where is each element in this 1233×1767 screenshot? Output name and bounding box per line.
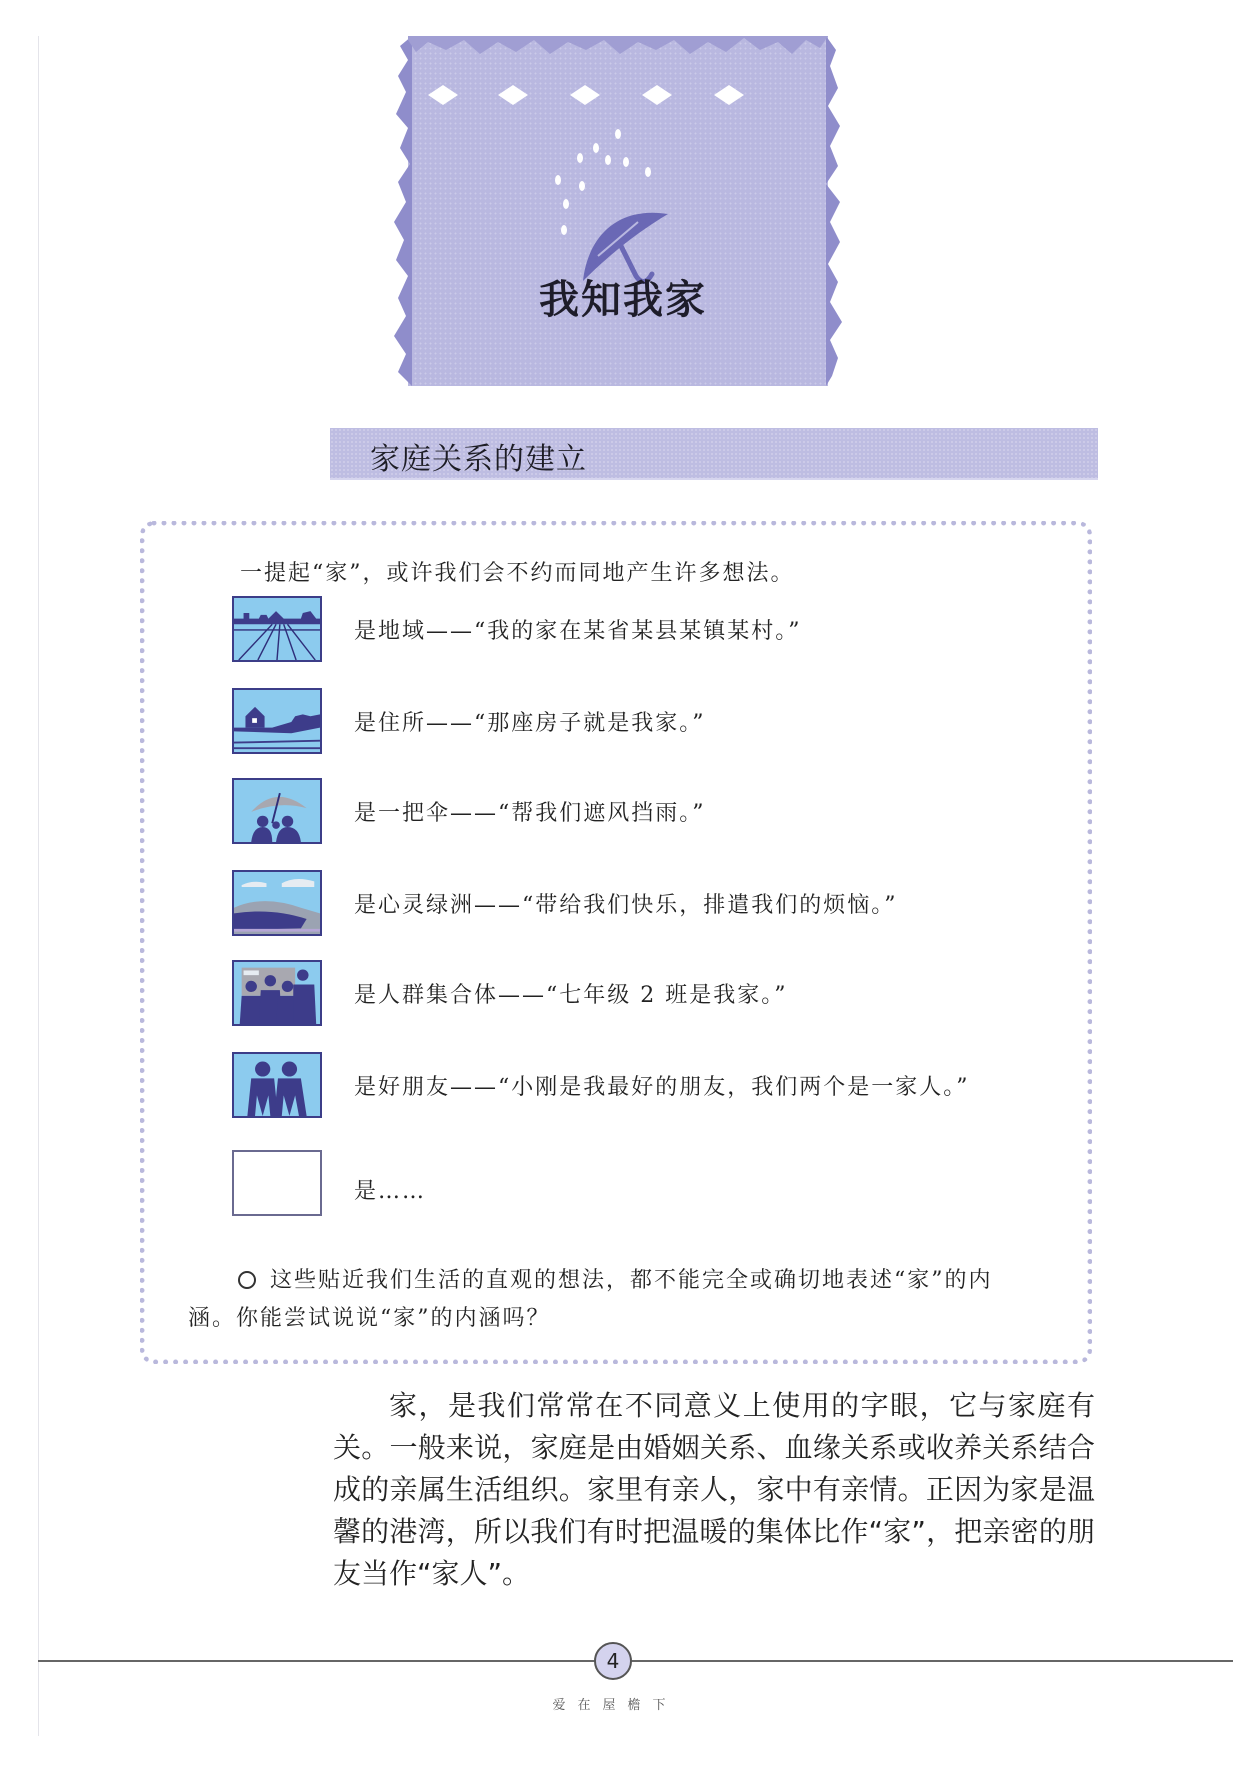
jagged-edge-bottom [408,36,828,56]
chapter-title: 我知我家 [539,276,707,323]
oasis-landscape-icon [232,870,322,936]
item-text: 是…… [354,1179,427,1204]
farmland-icon [232,596,322,662]
umbrella-family-icon [232,778,322,844]
body-paragraph-text: 家，是我们常常在不同意义上使用的字眼，它与家庭有关。一般来说，家庭是由婚姻关系、血缘关系或收养关系结合成的亲属生活组织。家里有亲人，家中有亲情。正因为家是温馨的港湾，所以我们有时把温暖的集体比作“家”，把亲密的朋友当作“家人”。 [333,1389,1095,1590]
list-item [232,1150,1032,1216]
activity-intro: 一提起“家”，或许我们会不约而同地产生许多想法。 [240,561,795,586]
footer-divider [38,1660,1233,1662]
list-item [232,1052,1032,1118]
question-line-1: 这些贴近我们生活的直观的想法，都不能完全或确切地表述“家”的内 [270,1268,993,1293]
jagged-edge-right [826,36,844,386]
list-item [232,596,1032,662]
list-item [232,778,1032,844]
body-paragraph [333,1385,1095,1595]
two-friends-icon [232,1052,322,1118]
item-text: 是地域——“我的家在某省某县某镇某村。” [354,619,802,644]
item-text: 是住所——“那座房子就是我家。” [354,711,706,736]
list-item [232,688,1032,754]
question-line-2: 涵。你能尝试说说“家”的内涵吗？ [188,1306,551,1331]
item-text: 是人群集合体——“七年级 2 班是我家。” [354,983,788,1008]
class-group-icon [232,960,322,1026]
item-text: 是心灵绿洲——“带给我们快乐，排遣我们的烦恼。” [354,893,898,918]
house-icon [232,688,322,754]
section-heading-bar [330,428,1098,480]
item-text: 是好朋友——“小刚是我最好的朋友，我们两个是一家人。” [354,1075,970,1100]
page-edge-line [38,36,39,1736]
list-item [232,870,1032,936]
page-number: 4 [594,1642,632,1680]
chapter-banner [408,36,828,386]
item-text: 是一把伞——“帮我们遮风挡雨。” [354,801,706,826]
footer-unit-title: 爱在屋檐下 [552,1698,678,1713]
circle-bullet-icon [238,1271,256,1289]
diamond-pattern-icon [408,80,828,110]
section-title: 家庭关系的建立 [370,442,587,477]
activity-question [188,1262,1048,1338]
list-item [232,960,1032,1026]
blank-frame [232,1150,322,1216]
